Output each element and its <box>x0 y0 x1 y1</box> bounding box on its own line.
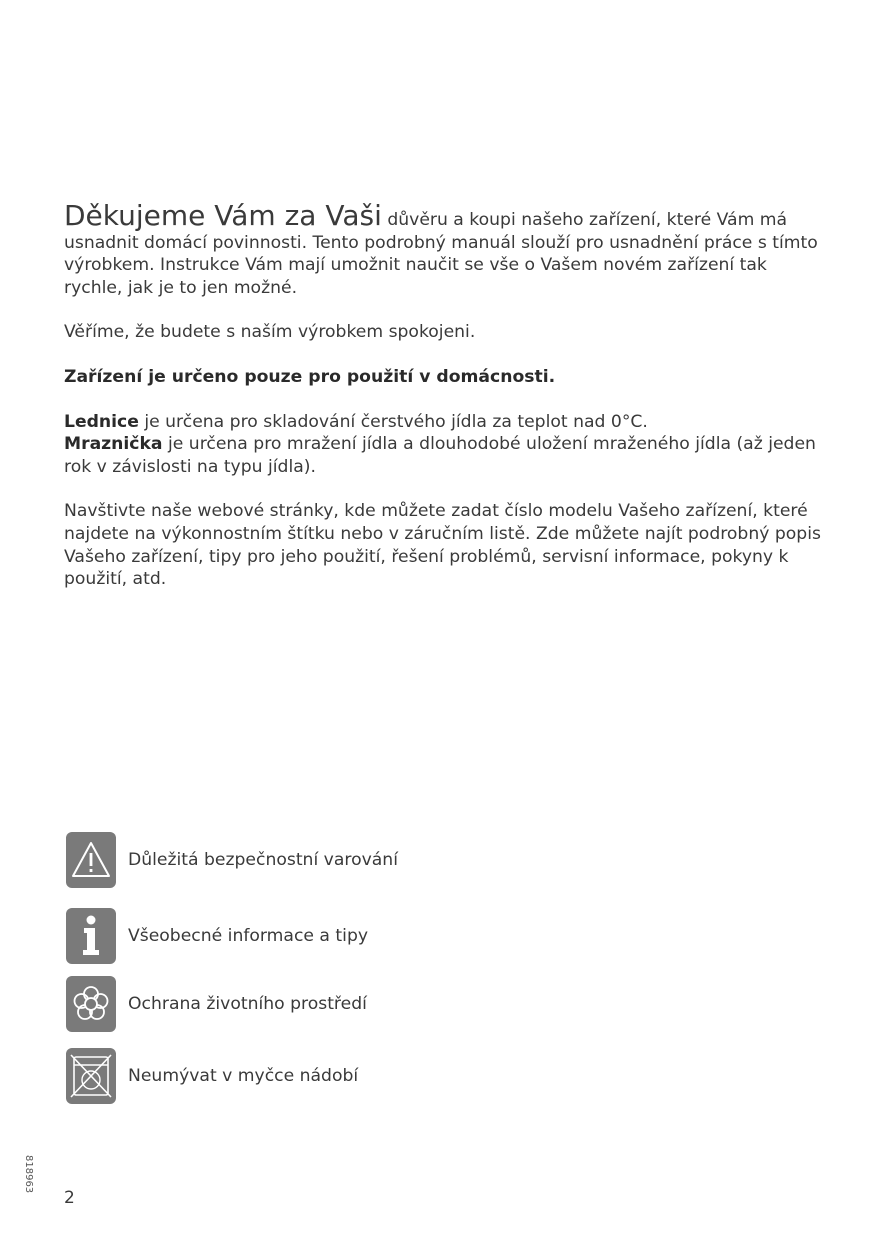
legend-item-warning <box>66 832 398 888</box>
document-code: 818963 <box>23 1155 34 1194</box>
intro-lead: Děkujeme Vám za Vaši <box>64 199 382 232</box>
main-content <box>64 199 824 591</box>
legend-label: Ochrana životního prostředí <box>128 994 367 1014</box>
fridge-text: je určena pro skladování čerstvého jídla za teplot nad 0°C. <box>138 411 648 432</box>
satisfaction-paragraph: Věříme, že budete s naším výrobkem spokojeni. <box>64 322 476 343</box>
freezer-text: je určena pro mražení jídla a dlouhodobé uložení mraženého jídla (až jeden rok v závislosti na typu jídla). <box>64 434 816 477</box>
legend-label: Všeobecné informace a tipy <box>128 926 369 946</box>
intro-rest: důvěru a koupi našeho zařízení, které Vám má usnadnit domácí povinnosti. Tento podrobný manuál slouží pro usnadnění práce s tímto výrobkem. Instrukce Vám mají umožnit naučit se vše o Vašem novém zařízení tak rychle, jak je to jen možné. <box>64 210 818 298</box>
appliance-description <box>64 411 824 479</box>
info-icon <box>66 908 116 964</box>
household-only-notice: Zařízení je určeno pouze pro použití v domácnosti. <box>64 366 556 387</box>
legend-item-info <box>66 908 368 964</box>
legend-label: Důležitá bezpečnostní varování <box>128 850 398 870</box>
legend-item-dishwasher <box>66 1048 358 1104</box>
legend-item-environment <box>66 976 367 1032</box>
intro-paragraph <box>64 199 824 299</box>
no-dishwasher-icon <box>66 1048 116 1104</box>
page-number: 2 <box>64 1188 75 1208</box>
flower-icon <box>66 976 116 1032</box>
website-paragraph: Navštivte naše webové stránky, kde můžete zadat číslo modelu Vašeho zařízení, které najdete na výkonnostním štítku nebo v záručním listě. Zde můžete najít podrobný popis Vašeho zařízení, tipy pro jeho použití, řešení problémů, servisní informace, pokyny k použití, atd. <box>64 501 821 590</box>
warning-icon <box>66 832 116 888</box>
fridge-term: Lednice <box>64 411 139 432</box>
freezer-term: Mraznička <box>64 434 163 455</box>
legend-label: Neumývat v myčce nádobí <box>128 1066 359 1086</box>
